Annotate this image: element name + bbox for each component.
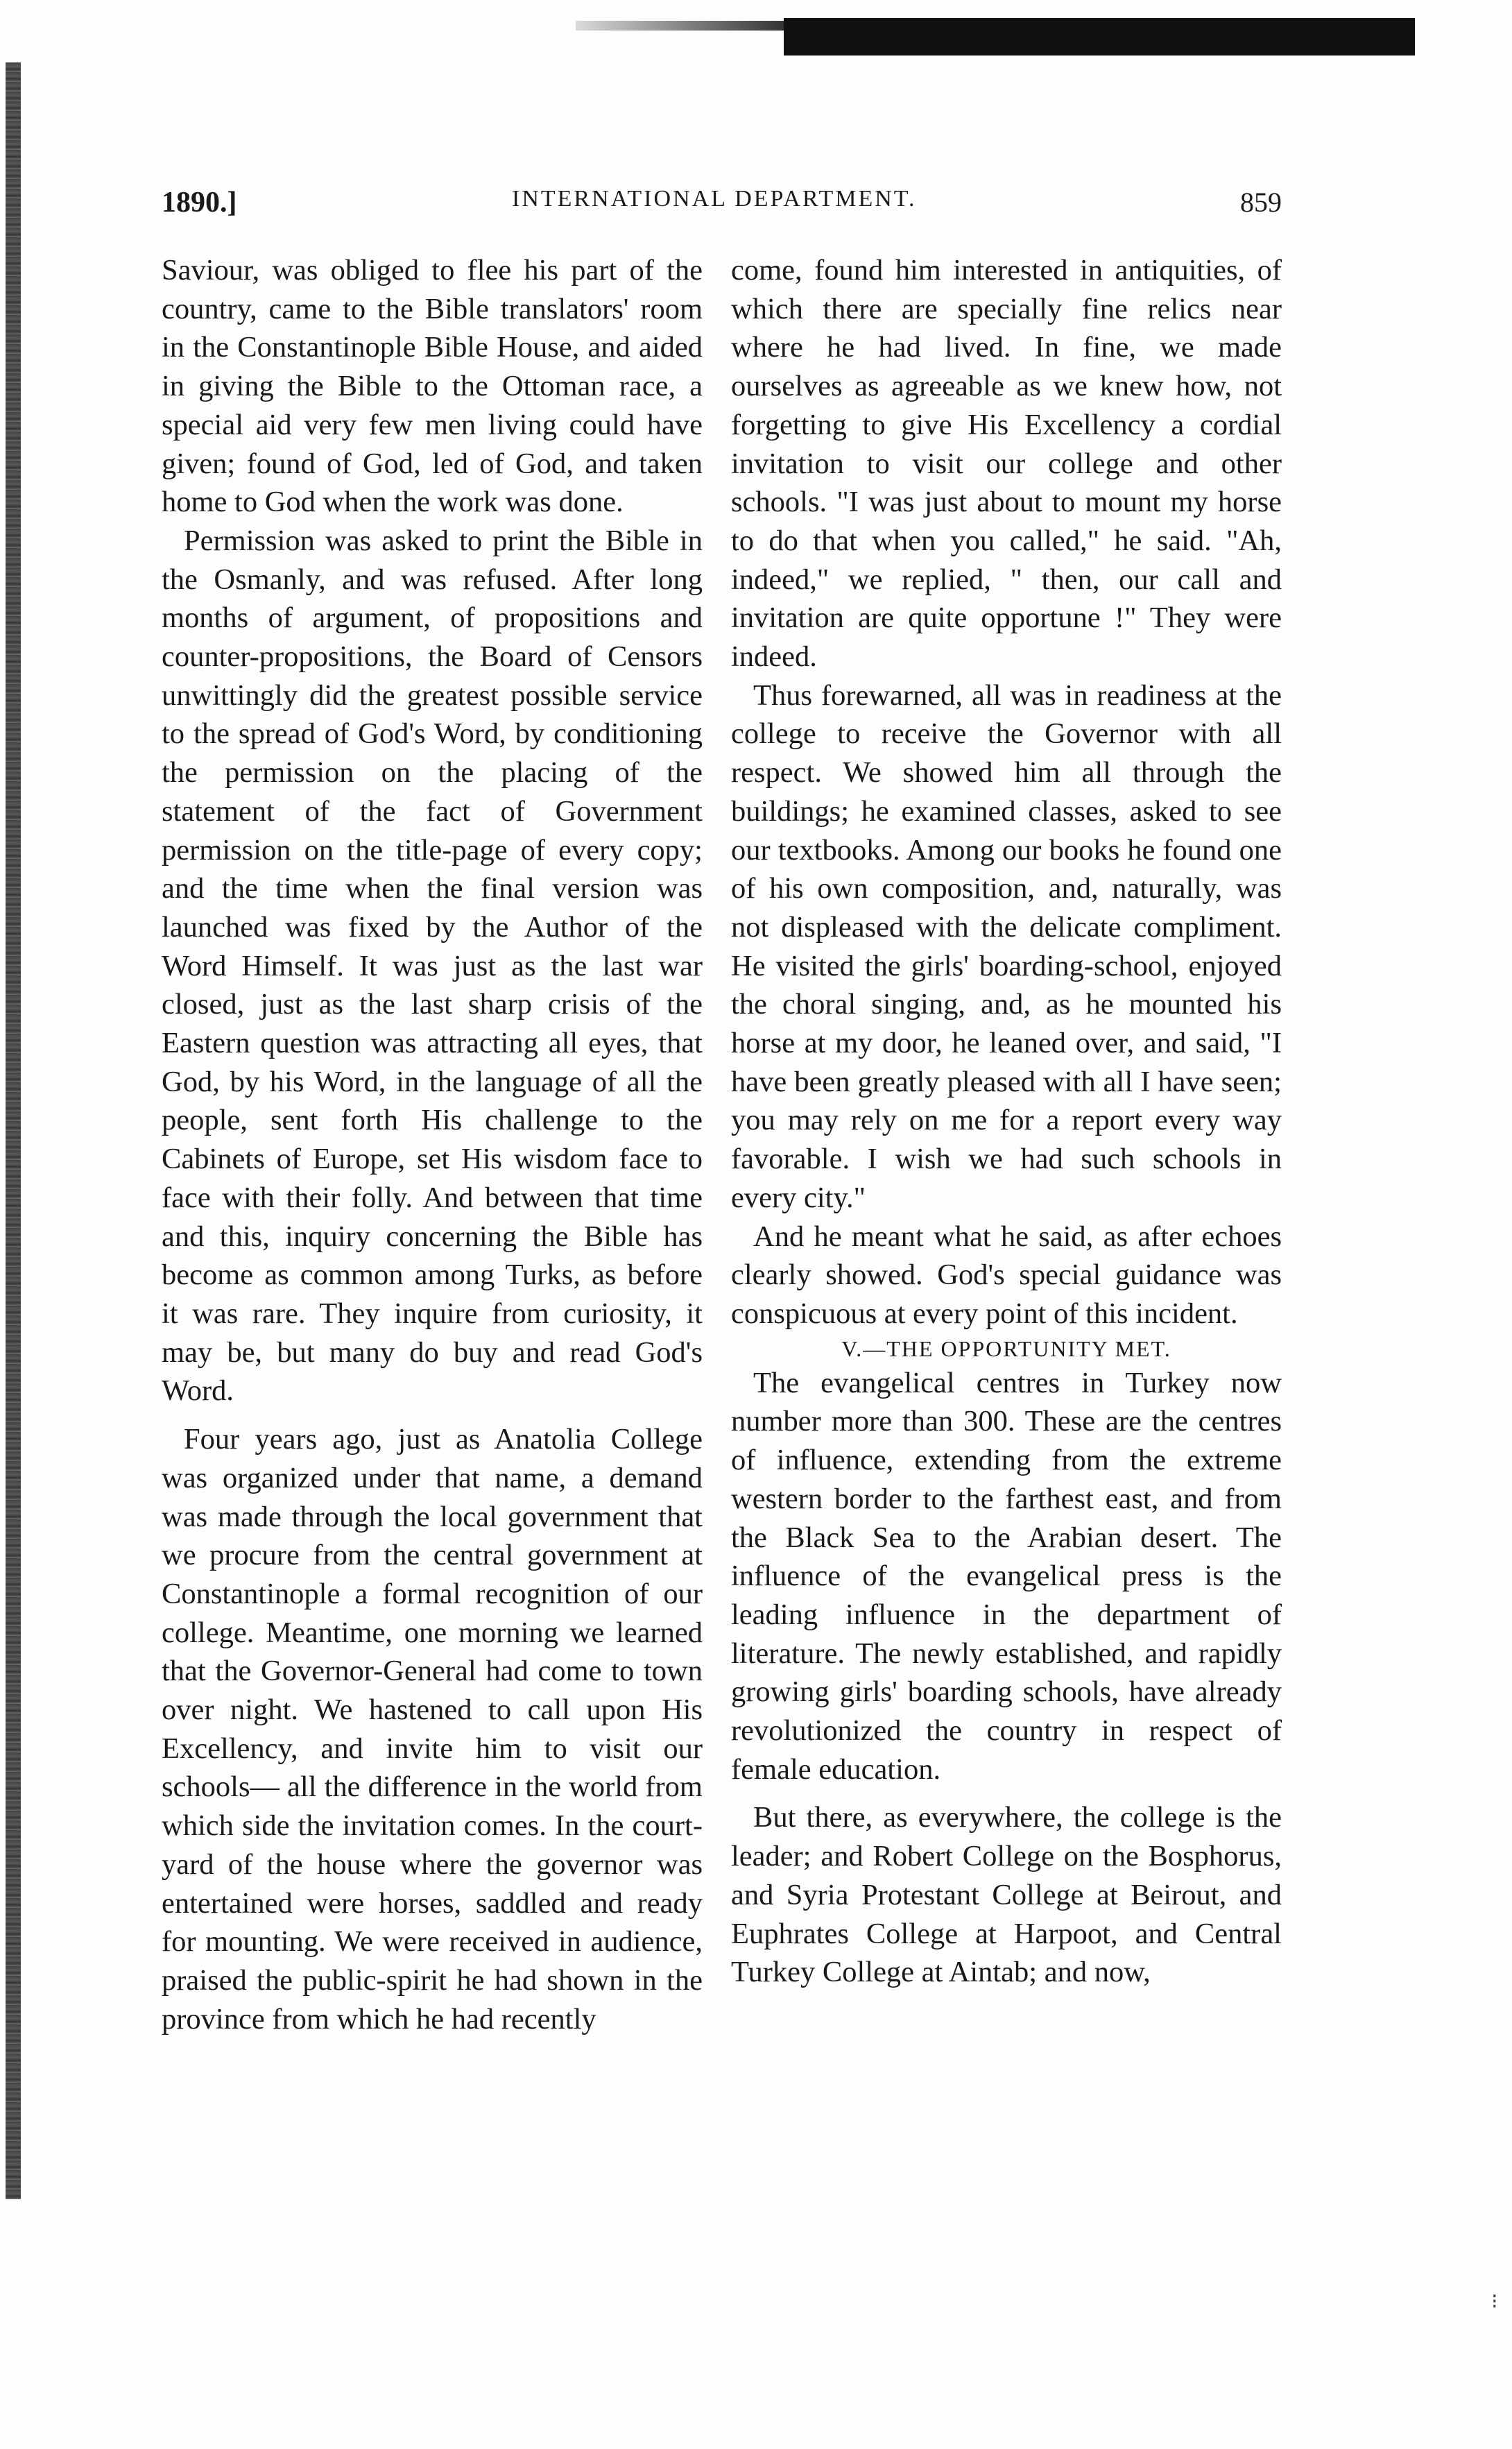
- header-year: 1890.]: [162, 187, 237, 219]
- paragraph: But there, as everywhere, the college is the leader; and Robert College on the Bosphorus, and Syria Protestant College at Beirout, and Euphrates College at Harpoot, and Central Turkey College at Aintab; and now,: [731, 1801, 1282, 1989]
- header-title: INTERNATIONAL DEPARTMENT.: [512, 186, 917, 212]
- paragraph: The evangelical centres in Turkey now number more than 300. These are the centres of influence, extending from the extreme western border to the farthest east, and from the Black Sea to the Arabian desert. The influence of the evangelical press is the leading influence in the department of literature. The newly established, and rapidly growing girls' boarding schools, have already revolutionized the country in respect of female education.: [731, 1366, 1282, 1786]
- section-heading: V.—THE OPPORTUNITY MET.: [841, 1336, 1171, 1361]
- top-scan-artifact-bar: [784, 18, 1415, 56]
- paragraph: Thus forewarned, all was in readiness at the college to receive the Governor with all respect. We showed him all through the buildings; he examined classes, asked to see our textbooks. Among our books he found one of his own composition, and, naturally, was not displeased with the delicate compliment. He visited the girls' boarding-school, enjoyed the choral singing, and, as he mounted his horse at my door, he leaned over, and said, "I have been greatly pleased with all I have seen; you may rely on me for a report every way favorable. I wish we had such schools in every city.": [731, 679, 1282, 1214]
- page-binding-edge: [6, 62, 21, 2199]
- paragraph: Four years ago, just as Anatolia College was organized under that name, a demand was made through the local government that we procure from the central government at Constantinople a formal recognition of our college. Meantime, one morning we learned that the Governor-General had come to town over night. We hastened to call upon His Excellency, and invite him to visit our schools— all the difference in the world from which side the invitation comes. In the court-yard of the house where the governor was entertained were horses, saddled and ready for mounting. We were received in audience, praised the public-spirit he had shown in the province from which he had recently: [162, 1423, 703, 2036]
- paragraph: Saviour, was obliged to flee his part of the country, came to the Bible translators' room in the Constantinople Bible House, and aided in giving the Bible to the Ottoman race, a special aid very few men living could have given; found of God, led of God, and taken home to God when the work was done.: [162, 254, 703, 519]
- page-number: 859: [1240, 187, 1282, 218]
- paragraph: And he meant what he said, as after echoes clearly showed. God's special guidance was conspicuous at every point of this incident.: [731, 1220, 1282, 1330]
- right-column: [731, 251, 1282, 1992]
- running-header: [162, 186, 1282, 228]
- paragraph: come, found him interested in antiquities, of which there are specially fine relics near where he had lived. In fine, we made ourselves as agreeable as we knew how, not forgetting to give His Excellency a cordial invitation to visit our college and other schools. "I was just about to mount my horse to do that when you called," he said. "Ah, indeed," we replied, " then, our call and invitation are quite opportune !" They were indeed.: [731, 254, 1282, 674]
- margin-mark: ⁝: [1491, 2290, 1498, 2313]
- left-column: [162, 251, 703, 2038]
- paragraph: Permission was asked to print the Bible in the Osmanly, and was refused. After long months of argument, of propositions and counter-propositions, the Board of Censors unwittingly did the greatest possible service to the spread of God's Word, by conditioning the permission on the placing of the statement of the fact of Government permission on the title-page of every copy; and the time when the final version was launched was fixed by the Author of the Word Himself. It was just as the last war closed, just as the last sharp crisis of the Eastern question was attracting all eyes, that God, by his Word, in the language of all the people, sent forth His challenge to the Cabinets of Europe, set His wisdom face to face with their folly. And between that time and this, inquiry concerning the Bible has become as common among Turks, as before it was rare. They inquire from curiosity, it may be, but many do buy and read God's Word.: [162, 524, 703, 1408]
